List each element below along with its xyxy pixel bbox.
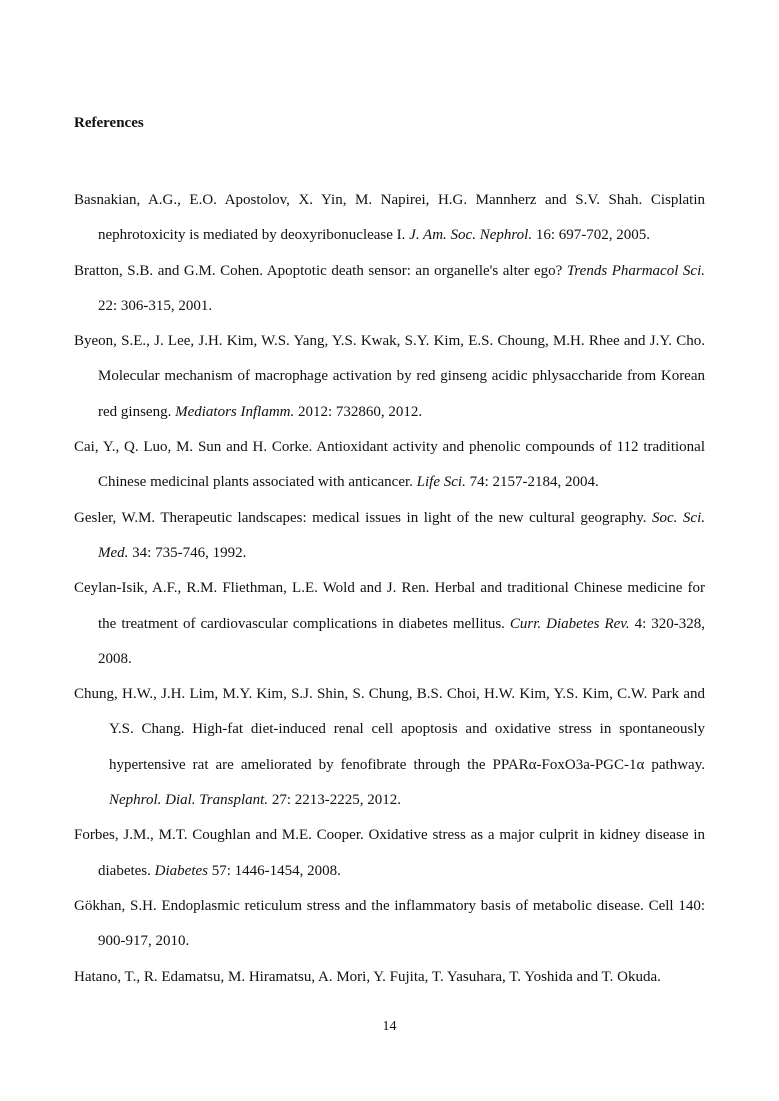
reference-text: Chung, H.W., J.H. Lim, M.Y. Kim, S.J. Shin, S. Chung, B.S. Choi, H.W. Kim, Y.S. Kim, C.W. Park and Y.S. Chang. High-fat diet-induced renal cell apoptosis and oxidative stress in spontaneously hypertensive rat are ameliorated by fenofibrate through the PPARα-FoxO3a-PGC-1α pathway. (74, 686, 705, 773)
references-heading: References (74, 115, 144, 131)
reference-item (74, 677, 705, 818)
reference-citation: 57: 1446-1454, 2008. (207, 862, 341, 879)
reference-item (74, 818, 705, 889)
journal-name: Mediators Inflamm. (175, 403, 295, 420)
reference-citation: 22: 306-315, 2001. (98, 297, 213, 314)
reference-citation: 4: 320-328, 2008. (98, 615, 706, 667)
reference-citation: 27: 2213-2225, 2012. (268, 792, 401, 809)
reference-item (74, 960, 705, 995)
reference-item (74, 889, 705, 960)
journal-name: Trends Pharmacol Sci. (566, 262, 705, 279)
reference-citation: 2012: 732860, 2012. (294, 403, 423, 420)
reference-item (74, 501, 705, 572)
reference-text: Gökhan, S.H. Endoplasmic reticulum stress and the inflammatory basis of metabolic disease. Cell 140: 900-917, 2010. (74, 897, 705, 950)
reference-text: Hatano, T., R. Edamatsu, M. Hiramatsu, A. Mori, Y. Fujita, T. Yasuhara, T. Yoshida and T. Okuda. (74, 968, 661, 985)
reference-text: Bratton, S.B. and G.M. Cohen. Apoptotic death sensor: an organelle's alter ego? (74, 262, 567, 279)
journal-name: J. Am. Soc. Nephrol. (409, 227, 533, 244)
journal-name: Life Sci. (416, 474, 466, 491)
journal-name: Nephrol. Dial. Transplant. (109, 792, 269, 809)
reference-text: Ceylan-Isik, A.F., R.M. Fliethman, L.E. Wold and J. Ren. Herbal and traditional Chinese medicine for the treatment of cardiovascular complications in diabetes mellitus. (74, 580, 705, 632)
reference-item (74, 571, 705, 677)
reference-list (74, 183, 705, 995)
reference-item (74, 254, 705, 325)
reference-text: Cai, Y., Q. Luo, M. Sun and H. Corke. Antioxidant activity and phenolic compounds of 112 traditional Chinese medicinal plants associated with anticancer. (74, 439, 705, 491)
reference-item (74, 183, 705, 254)
reference-text: Basnakian, A.G., E.O. Apostolov, X. Yin, M. Napirei, H.G. Mannherz and S.V. Shah. Cisplatin nephrotoxicity is mediated by deoxyribonuclease I. (74, 192, 705, 244)
reference-text: Gesler, W.M. Therapeutic landscapes: medical issues in light of the new cultural geography. (74, 509, 652, 526)
reference-text: Forbes, J.M., M.T. Coughlan and M.E. Cooper. Oxidative stress as a major culprit in kidney disease in diabetes. (74, 827, 705, 879)
page-number: 14 (382, 1019, 397, 1034)
reference-item (74, 324, 705, 430)
reference-citation: 34: 735-746, 1992. (128, 544, 247, 561)
reference-citation: 16: 697-702, 2005. (532, 227, 650, 244)
reference-citation: 74: 2157-2184, 2004. (465, 474, 599, 491)
journal-name: Soc. Sci. Med. (98, 509, 705, 561)
reference-text: Byeon, S.E., J. Lee, J.H. Kim, W.S. Yang, Y.S. Kwak, S.Y. Kim, E.S. Choung, M.H. Rhee and J.Y. Cho. Molecular mechanism of macrophage activation by red ginseng acidic phlysaccharide from Korean red ginseng. (74, 333, 705, 420)
reference-item (74, 430, 705, 501)
journal-name: Diabetes (154, 862, 208, 879)
journal-name: Curr. Diabetes Rev. (509, 615, 630, 632)
